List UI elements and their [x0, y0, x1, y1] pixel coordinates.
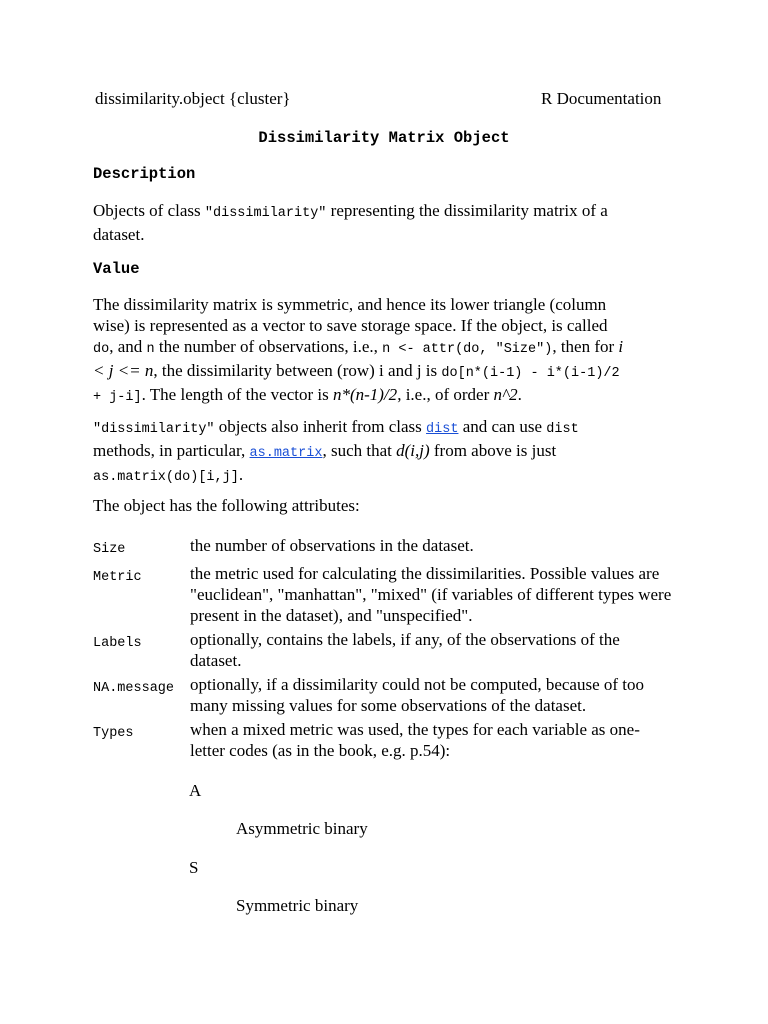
dist-link[interactable]: dist: [426, 422, 459, 437]
attribute-desc: the number of observations in the dataset.: [190, 536, 474, 555]
attribute-desc: optionally, contains the labels, if any, of the observations of the dataset.: [190, 630, 620, 670]
doc-header-topic: dissimilarity.object {cluster}: [95, 89, 291, 108]
value-paragraph-1: The dissimilarity matrix is symmetric, and hence its lower triangle (column wise) is represented as a vector to save storage space. If the object, is called do, and n the number of observations, i.e., n <- attr(do, "Size"), then for i < j <= n, the dissimilarity between (row) i and j is do[n*(i-1) - i*(i-1)/2 + j-i]. The length of the vector is n*(n-1)/2, i.e., of order n^2.: [93, 295, 624, 405]
as-matrix-link[interactable]: as.matrix: [249, 446, 323, 461]
attribute-row: [93, 719, 673, 764]
attribute-key: Labels: [93, 636, 142, 651]
attributes-table: [93, 535, 673, 764]
attribute-key: NA.message: [93, 681, 175, 696]
attribute-desc: optionally, if a dissimilarity could not be computed, because of too many missing values for some observations of the dataset.: [190, 675, 645, 715]
type-code-desc: Asymmetric binary: [236, 819, 368, 838]
description-paragraph: Objects of class "dissimilarity" representing the dissimilarity matrix of a dataset.: [93, 201, 608, 244]
type-code-desc: Symmetric binary: [236, 896, 359, 915]
value-paragraph-2: "dissimilarity" objects also inherit from class dist and can use dist methods, in particular, as.matrix, such that d(i,j) from above is just as.matrix(do)[i,j].: [93, 417, 579, 485]
attribute-row: [93, 535, 673, 563]
type-code: S: [189, 858, 199, 877]
attribute-key: Types: [93, 726, 134, 741]
doc-header-source: R Documentation: [541, 89, 662, 108]
description-heading: Description: [93, 165, 196, 183]
attribute-row: [93, 674, 673, 719]
attribute-row: [93, 629, 673, 674]
page-title: Dissimilarity Matrix Object: [258, 129, 510, 147]
attributes-intro: The object has the following attributes:: [93, 496, 360, 515]
value-heading: Value: [93, 260, 140, 278]
attribute-key: Metric: [93, 570, 142, 585]
attribute-desc: when a mixed metric was used, the types for each variable as one-letter codes (as in the book, e.g. p.54):: [190, 720, 640, 760]
attribute-desc: the metric used for calculating the dissimilarities. Possible values are "euclidean", "manhattan", "mixed" (if variables of different types were present in the dataset), and "unspecified".: [190, 564, 672, 625]
attribute-key: Size: [93, 542, 126, 557]
type-code: A: [189, 781, 202, 800]
attribute-row: [93, 563, 673, 629]
